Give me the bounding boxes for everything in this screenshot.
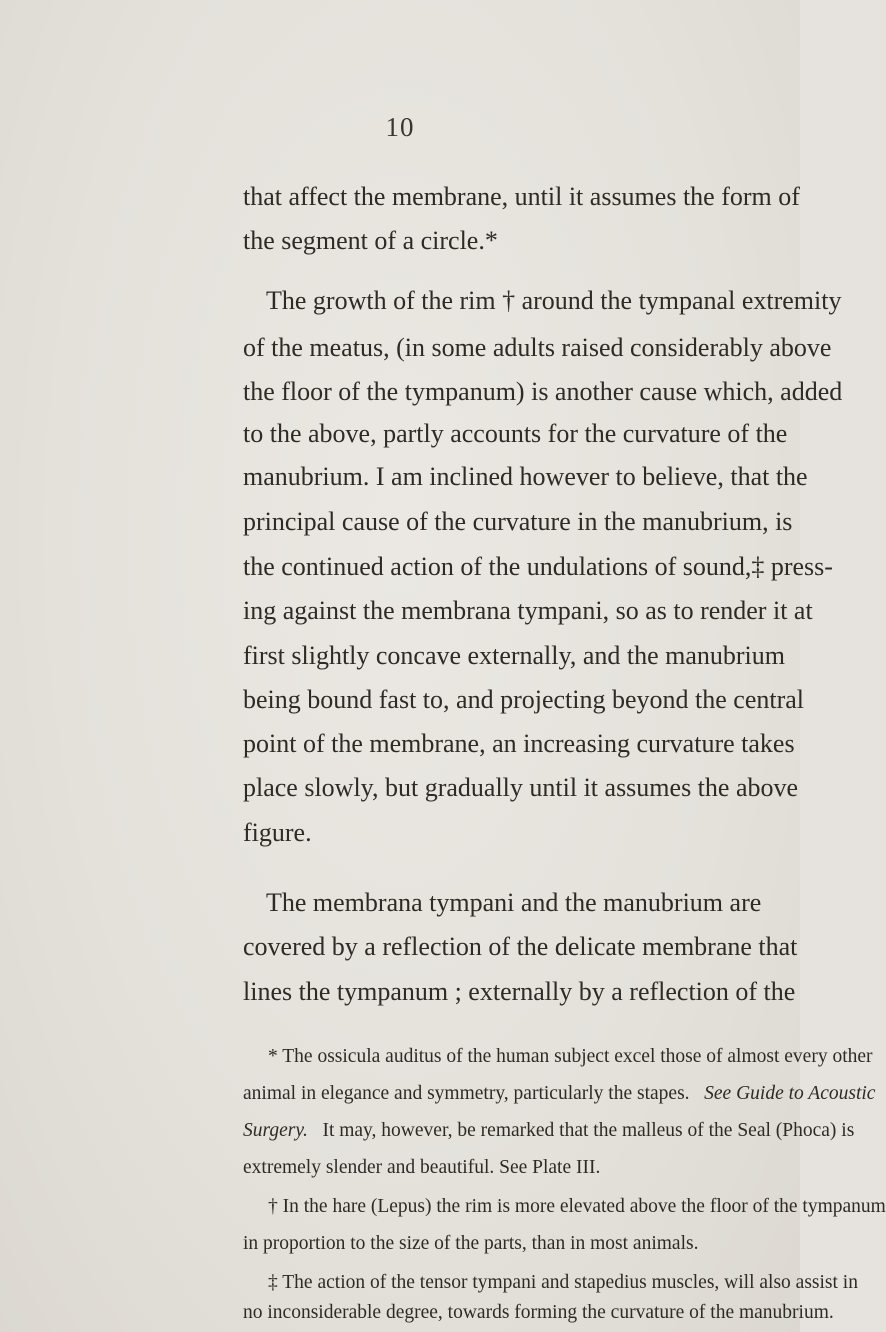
- footnote-1-line-2-text: animal in elegance and symmetry, particularly the stapes.: [243, 1083, 690, 1104]
- paragraph-2-line-13: figure.: [243, 818, 312, 847]
- footnote-1-line-3: [243, 1120, 854, 1142]
- paragraph-2-line-7: the continued action of the undulations of sound,‡ press-: [243, 552, 833, 581]
- paragraph-3-line-3: lines the tympanum ; externally by a reflection of the: [243, 977, 796, 1006]
- paragraph-2-line-10: being bound fast to, and projecting beyond the central: [243, 685, 805, 714]
- footnote-3-line-1: ‡ The action of the tensor tympani and stapedius muscles, will also assist in: [268, 1272, 858, 1293]
- paragraph-3-line-2: covered by a reflection of the delicate membrane that: [243, 932, 798, 961]
- footnote-1-line-1: * The ossicula auditus of the human subject excel those of almost every other: [268, 1046, 873, 1067]
- paragraph-2-line-2: of the meatus, (in some adults raised considerably above: [243, 333, 832, 362]
- footnote-1-reference-title: See Guide to Acoustic: [704, 1083, 876, 1104]
- paragraph-2-line-11: point of the membrane, an increasing curvature takes: [243, 729, 795, 758]
- paragraph-2-line-6: principal cause of the curvature in the manubrium, is: [243, 507, 793, 536]
- footnote-2-line-1: † In the hare (Lepus) the rim is more elevated above the floor of the tympanum: [268, 1196, 886, 1217]
- paragraph-2-line-12: place slowly, but gradually until it assumes the above: [243, 773, 799, 802]
- footnote-1-line-3-text: It may, however, be remarked that the malleus of the Seal (Phoca) is: [322, 1120, 855, 1141]
- paragraph-2-line-1: The growth of the rim † around the tympanal extremity: [266, 286, 842, 315]
- footnote-1-line-4: extremely slender and beautiful. See Plate III.: [243, 1157, 601, 1178]
- paragraph-2-line-8: ing against the membrana tympani, so as to render it at: [243, 596, 813, 625]
- footnote-1-reference-title-cont: Surgery.: [243, 1120, 308, 1141]
- footnote-3-line-2: no inconsiderable degree, towards forming the curvature of the manubrium.: [243, 1302, 834, 1323]
- paragraph-2-line-4: to the above, partly accounts for the curvature of the: [243, 419, 788, 448]
- footnote-1-line-2: [243, 1083, 875, 1105]
- paragraph-2-line-3: the floor of the tympanum) is another cause which, added: [243, 377, 843, 406]
- paragraph-1-line-2: the segment of a circle.*: [243, 226, 498, 255]
- paragraph-1-line-1: that affect the membrane, until it assumes the form of: [243, 182, 800, 211]
- paragraph-2-line-5: manubrium. I am inclined however to believe, that the: [243, 462, 808, 491]
- page-number: 10: [385, 112, 415, 142]
- footnote-2-line-2: in proportion to the size of the parts, than in most animals.: [243, 1233, 699, 1254]
- paragraph-3-line-1: The membrana tympani and the manubrium are: [266, 888, 762, 917]
- paragraph-2-line-9: first slightly concave externally, and the manubrium: [243, 641, 785, 670]
